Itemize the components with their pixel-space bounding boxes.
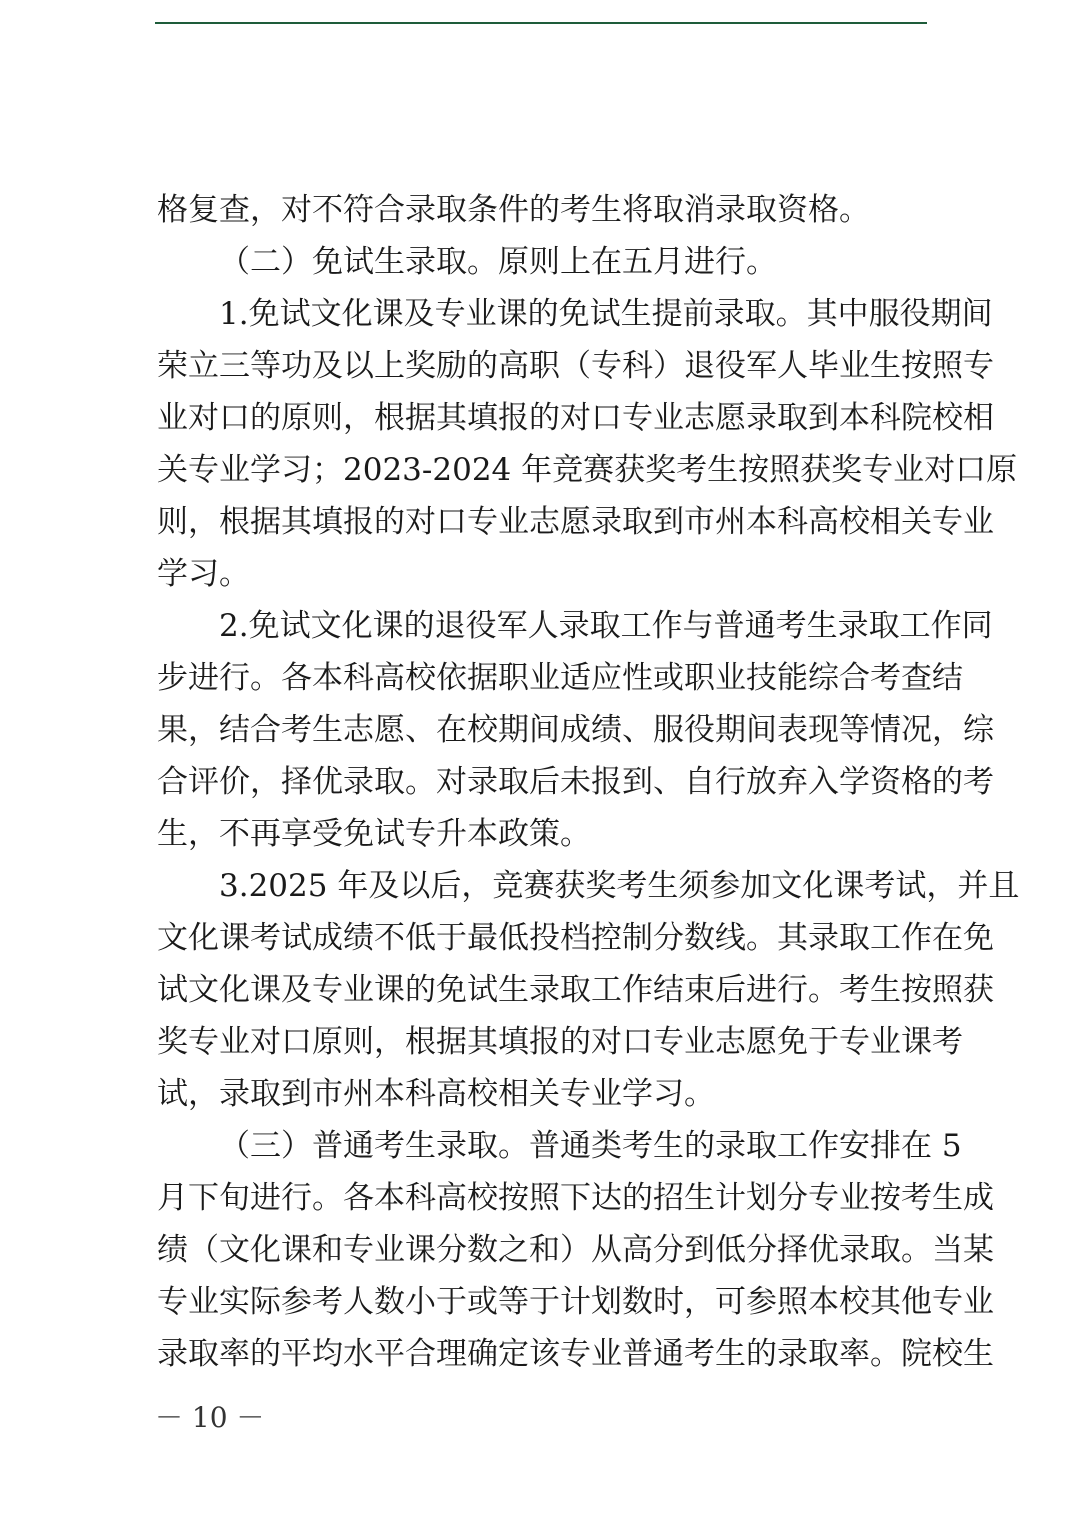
text-line: 试文化课及专业课的免试生录取工作结束后进行。考生按照获 (157, 972, 994, 1008)
text-line: 试，录取到市州本科高校相关专业学习。 (157, 1076, 715, 1112)
text-line: 录取率的平均水平合理确定该专业普通考生的录取率。院校生 (157, 1336, 994, 1372)
text-line: 合评价，择优录取。对录取后未报到、自行放弃入学资格的考 (157, 764, 994, 800)
text-line: 奖专业对口原则，根据其填报的对口专业志愿免于专业课考 (157, 1024, 963, 1060)
text-line: （三）普通考生录取。普通类考生的录取工作安排在 5 (219, 1128, 962, 1164)
text-line: 1.免试文化课及专业课的免试生提前录取。其中服役期间 (219, 296, 993, 332)
page-number: － 10 － (155, 1401, 265, 1434)
header-rule (155, 22, 927, 24)
text-line: （二）免试生录取。原则上在五月进行。 (219, 244, 777, 280)
text-line: 格复查，对不符合录取条件的考生将取消录取资格。 (157, 192, 870, 228)
text-line: 关专业学习；2023-2024 年竞赛获奖考生按照获奖专业对口原 (157, 452, 1018, 488)
text-line: 3.2025 年及以后，竞赛获奖考生须参加文化课考试，并且 (219, 868, 1020, 904)
text-line: 生，不再享受免试专升本政策。 (157, 816, 591, 852)
text-line: 步进行。各本科高校依据职业适应性或职业技能综合考查结 (157, 660, 963, 696)
document-body (157, 184, 1020, 1380)
text-line: 文化课考试成绩不低于最低投档控制分数线。其录取工作在免 (157, 920, 994, 956)
text-line: 学习。 (157, 556, 250, 592)
text-line: 业对口的原则，根据其填报的对口专业志愿录取到本科院校相 (157, 400, 994, 436)
text-line: 则，根据其填报的对口专业志愿录取到市州本科高校相关专业 (157, 504, 994, 540)
text-line: 月下旬进行。各本科高校按照下达的招生计划分专业按考生成 (157, 1180, 994, 1216)
text-line: 果，结合考生志愿、在校期间成绩、服役期间表现等情况，综 (157, 712, 994, 748)
text-line: 荣立三等功及以上奖励的高职（专科）退役军人毕业生按照专 (157, 348, 994, 384)
text-line: 2.免试文化课的退役军人录取工作与普通考生录取工作同 (219, 608, 993, 644)
text-line: 绩（文化课和专业课分数之和）从高分到低分择优录取。当某 (157, 1232, 994, 1268)
text-line: 专业实际参考人数小于或等于计划数时，可参照本校其他专业 (157, 1284, 994, 1320)
